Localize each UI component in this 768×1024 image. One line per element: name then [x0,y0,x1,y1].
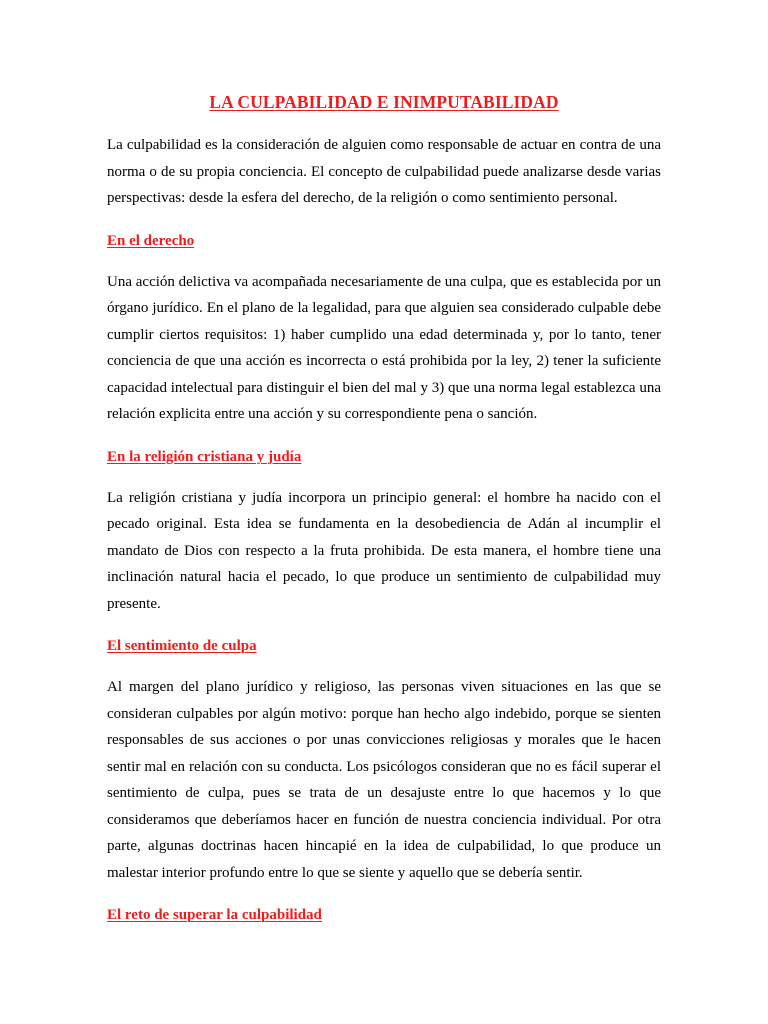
section-body-religion: La religión cristiana y judía incorpora un principio general: el hombre ha nacido con el pecado original. Esta idea se fundamenta en la desobediencia de Adán al incumplir el mandato de Dios con respecto a la fruta prohibida. De esta manera, el hombre tiene una inclinación natural hacia el pecado, lo que produce un sentimiento de culpabilidad muy presente. [107,489,661,612]
section-heading-derecho: En el derecho [107,232,195,249]
intro-paragraph: La culpabilidad es la consideración de alguien como responsable de actuar en contra de una norma o de su propia conciencia. El concepto de culpabilidad puede analizarse desde varias perspectivas: desde la esfera del derecho, de la religión o como sentimiento personal. [107,137,661,206]
document-page [107,90,661,926]
section-heading-sentimiento: El sentimiento de culpa [107,638,257,654]
section-body-derecho: Una acción delictiva va acompañada necesariamente de una culpa, que es establecida por un órgano jurídico. En el plano de la legalidad, para que alguien sea considerado culpable debe cumplir ciertos requisitos: 1) haber cumplido una edad determinada y, por lo tanto, tener conciencia de que una acción es incorrecta o está prohibida por la ley, 2) tener la suficiente capacidad intelectual para distinguir el bien del mal y 3) que una norma legal establezca una relación explicita entre una acción y su correspondiente pena o sanción. [107,273,661,422]
document-title: LA CULPABILIDAD E INIMPUTABILIDAD [209,92,559,112]
section-heading-religion: En la religión cristiana y judía [107,448,302,465]
section-body-sentimiento: Al margen del plano jurídico y religioso, las personas viven situaciones en las que se consideran culpables por algún motivo: porque han hecho algo indebido, porque se sienten responsables de sus acciones o por unas convicciones religiosas y morales que le hacen sentir mal en relación con su conducta. Los psicólogos consideran que no es fácil superar el sentimiento de culpa, pues se trata de un desajuste entre lo que hacemos y lo que consideramos que deberíamos hacer en función de nuestra conciencia individual. Por otra parte, algunas doctrinas hacen hincapié en la idea de culpabilidad, lo que produce un malestar interior profundo entre lo que se siente y aquello que se debería sentir. [107,679,661,881]
section-heading-reto: El reto de superar la culpabilidad [107,907,322,923]
